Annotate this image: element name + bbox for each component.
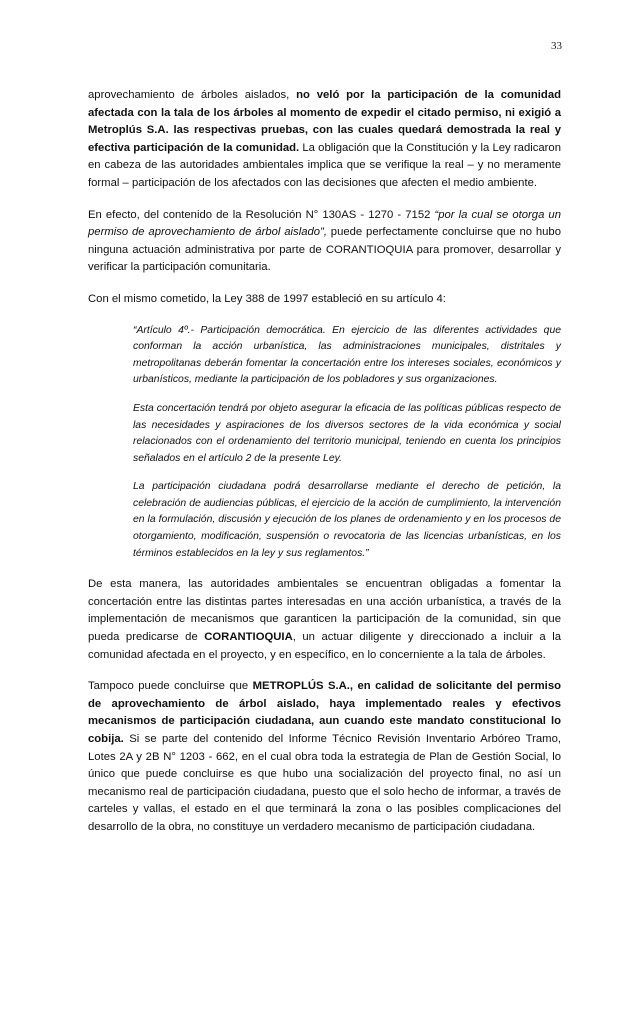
paragraph-1 (88, 87, 561, 193)
paragraph-2-italic: “por la cual se otorga un permiso de aprovechamiento de árbol aislado”, (88, 208, 562, 239)
paragraph-1-bold: no veló por la participación de la comunidad afectada con la tala de los árboles al momento de expedir el citado permiso, ni exigió a Metroplús S.A. las respectivas pruebas, con las cuales quedará demostrada la real y efectiva participación de la comunidad. (88, 89, 561, 154)
paragraph-1-text-c: La obligación que la Constitución y la Ley radicaron en cabeza de las autoridades ambientales implica que se verifique la real – y no meramente formal – participación de los afectados con las decisiones que afecten el medio ambiente. (88, 141, 561, 189)
paragraph-5-text-a: Tampoco puede concluirse que (88, 680, 253, 693)
paragraph-2 (88, 207, 561, 277)
document-body (88, 87, 561, 851)
paragraph-4-bold: CORANTIOQUIA (204, 631, 293, 644)
paragraph-2-text-c: puede perfectamente concluirse que no hubo ninguna actuación administrativa por parte de CORANTIOQUIA para promover, desarrollar y verificar la participación comunitaria. (88, 226, 561, 274)
paragraph-5-text-c: Si se parte del contenido del Informe Técnico Revisión Inventario Arbóreo Tramo, Lotes 2A y 2B N° 1203 - 662, en el cual obra toda la estrategia de Plan de Gestión Social, lo único que puede concluirse es que hubo una socialización del proyecto final, no así un mecanismo real de participación ciudadana, puesto que el solo hecho de informar, a través de carteles y vallas, el estado en el que terminará la zona o las posibles complicaciones del desarrollo de la obra, no constituye un verdadero mecanismo de participación ciudadana. (88, 733, 561, 833)
paragraph-5-bold: METROPLÚS S.A., en calidad de solicitante del permiso de aprovechamiento de árbol aislado, haya implementado reales y efectivos mecanismos de participación ciudadana, aun cuando este mandato constitucional lo cobija. (88, 680, 561, 745)
paragraph-3: Con el mismo cometido, la Ley 388 de 1997 estableció en su artículo 4: (88, 292, 446, 305)
paragraph-1-text-a: aprovechamiento de árboles aislados, (88, 89, 297, 101)
page-number: 33 (551, 40, 562, 52)
paragraph-4 (88, 576, 561, 664)
paragraph-5 (88, 678, 561, 836)
paragraph-4-text-a: De esta manera, las autoridades ambientales se encuentran obligadas a fomentar la concertación entre las distintas partes interesadas en una acción urbanística, a través de la implementación de mecanismos que garanticen la participación de la comunidad, sin que pueda predicarse de (88, 578, 561, 644)
quote-paragraph-3: La participación ciudadana podrá desarrollarse mediante el derecho de petición, la celebración de audiencias públicas, el ejercicio de la acción de cumplimiento, la intervención en la formulación, discusión y ejecución de los planes de ordenamiento y en los procesos de otorgamiento, modificación, suspensión o revocatoria de las licencias urbanísticas, en los términos establecidos en la ley y sus reglamentos.” (133, 481, 561, 559)
quote-paragraph-2: Esta concertación tendrá por objeto asegurar la eficacia de las políticas públicas respecto de las necesidades y aspiraciones de los diversos sectores de la vida económica y social relacionados con el ordenamiento del territorio municipal, teniendo en cuenta los principios señalados en el artículo 2 de la presente Ley. (133, 402, 561, 464)
paragraph-2-text-a: En efecto, del contenido de la Resolución N° 130AS - 1270 - 7152 (88, 208, 435, 221)
quote-paragraph-1: “Artículo 4º.- Participación democrática. En ejercicio de las diferentes actividades que conforman la acción urbanística, las administraciones municipales, distritales y metropolitanas deberán fomentar la concertación entre los intereses sociales, económicos y urbanísticos, mediante la participación de los pobladores y sus organizaciones. (133, 324, 561, 386)
paragraph-4-text-c: , un actuar diligente y direccionado a incluir a la comunidad afectada en el proyecto, y en específico, en lo concerniente a la tala de árboles. (88, 631, 561, 661)
